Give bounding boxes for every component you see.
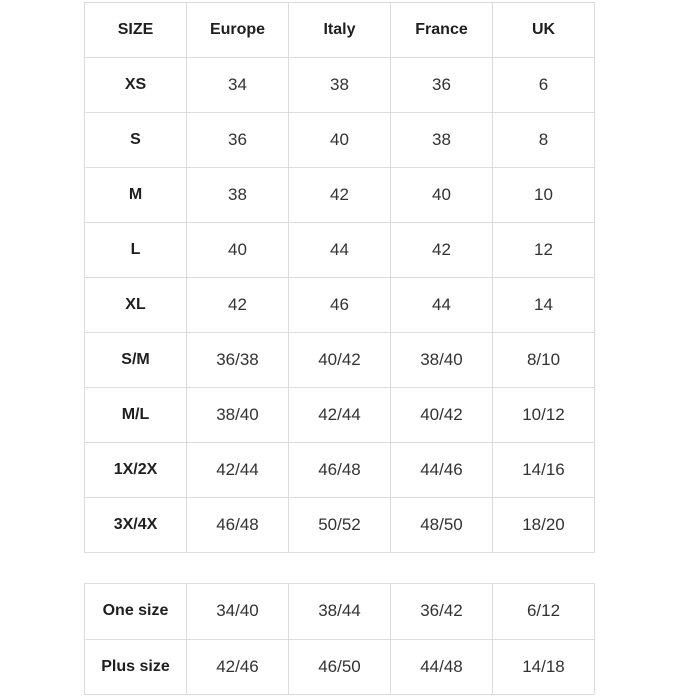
italy-value: 42: [289, 168, 391, 223]
size-label: S: [85, 113, 187, 168]
table-row: [85, 443, 595, 498]
france-value: 36/42: [391, 584, 493, 640]
uk-value: 10: [493, 168, 595, 223]
europe-value: 36: [187, 113, 289, 168]
table-row: [85, 639, 595, 695]
size-label: M: [85, 168, 187, 223]
europe-value: 38: [187, 168, 289, 223]
extra-size-table: [84, 583, 595, 695]
uk-value: 10/12: [493, 388, 595, 443]
uk-value: 6/12: [493, 584, 595, 640]
uk-value: 18/20: [493, 498, 595, 553]
europe-value: 38/40: [187, 388, 289, 443]
france-value: 48/50: [391, 498, 493, 553]
uk-value: 14: [493, 278, 595, 333]
size-label: One size: [85, 584, 187, 640]
europe-value: 42/46: [187, 639, 289, 695]
italy-value: 40/42: [289, 333, 391, 388]
france-value: 44: [391, 278, 493, 333]
table-row: [85, 223, 595, 278]
uk-value: 8/10: [493, 333, 595, 388]
table-row: [85, 498, 595, 553]
uk-value: 6: [493, 58, 595, 113]
header-france: France: [391, 3, 493, 58]
table-row: [85, 113, 595, 168]
size-label: S/M: [85, 333, 187, 388]
france-value: 40/42: [391, 388, 493, 443]
europe-value: 42: [187, 278, 289, 333]
europe-value: 40: [187, 223, 289, 278]
europe-value: 46/48: [187, 498, 289, 553]
france-value: 38/40: [391, 333, 493, 388]
table-row: [85, 58, 595, 113]
italy-value: 46: [289, 278, 391, 333]
europe-value: 42/44: [187, 443, 289, 498]
size-label: 1X/2X: [85, 443, 187, 498]
italy-value: 42/44: [289, 388, 391, 443]
uk-value: 14/18: [493, 639, 595, 695]
size-label: L: [85, 223, 187, 278]
table-row: [85, 584, 595, 640]
size-label: Plus size: [85, 639, 187, 695]
extra-size-body: [85, 584, 595, 695]
table-row: [85, 168, 595, 223]
france-value: 44/46: [391, 443, 493, 498]
size-chart-table: [84, 2, 595, 553]
size-chart-body: [85, 58, 595, 553]
size-label: XS: [85, 58, 187, 113]
header-row: [85, 3, 595, 58]
europe-value: 34/40: [187, 584, 289, 640]
france-value: 44/48: [391, 639, 493, 695]
france-value: 40: [391, 168, 493, 223]
italy-value: 46/50: [289, 639, 391, 695]
france-value: 38: [391, 113, 493, 168]
header-europe: Europe: [187, 3, 289, 58]
europe-value: 34: [187, 58, 289, 113]
header-size: SIZE: [85, 3, 187, 58]
uk-value: 12: [493, 223, 595, 278]
table-row: [85, 278, 595, 333]
europe-value: 36/38: [187, 333, 289, 388]
france-value: 36: [391, 58, 493, 113]
table-row: [85, 333, 595, 388]
italy-value: 38: [289, 58, 391, 113]
table-row: [85, 388, 595, 443]
uk-value: 8: [493, 113, 595, 168]
italy-value: 44: [289, 223, 391, 278]
size-label: 3X/4X: [85, 498, 187, 553]
size-label: XL: [85, 278, 187, 333]
italy-value: 50/52: [289, 498, 391, 553]
header-uk: UK: [493, 3, 595, 58]
italy-value: 38/44: [289, 584, 391, 640]
italy-value: 46/48: [289, 443, 391, 498]
header-italy: Italy: [289, 3, 391, 58]
france-value: 42: [391, 223, 493, 278]
italy-value: 40: [289, 113, 391, 168]
uk-value: 14/16: [493, 443, 595, 498]
size-label: M/L: [85, 388, 187, 443]
